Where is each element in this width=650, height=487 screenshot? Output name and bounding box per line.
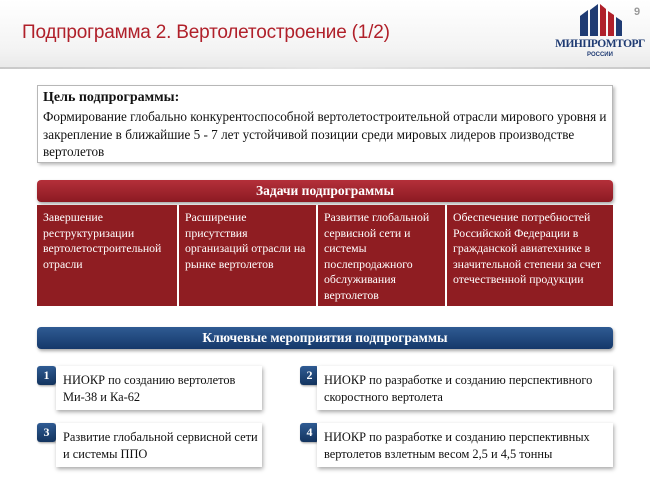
- tasks-header-bar: Задачи подпрограммы: [37, 180, 613, 202]
- activity-number-badge: 1: [37, 366, 56, 385]
- activity-text: Развитие глобальной сервисной сети и системы ППО: [63, 430, 258, 461]
- activity-card: [317, 423, 613, 467]
- activities-header-bar: Ключевые мероприятия подпрограммы: [37, 327, 613, 349]
- activity-text: НИОКР по разработке и созданию перспективных вертолетов взлетным весом 2,5 и 4,5 тонны: [324, 430, 590, 461]
- logo-text: МИНПРОМТОРГ: [555, 38, 645, 50]
- task-item: Развитие глобальной сервисной сети и системы послепродажного обслуживания вертолетов: [318, 205, 445, 306]
- task-item: Обеспечение потребностей Российской Федерации в гражданской авиатехнике в значительной степени за счет отечественной продукции: [447, 205, 613, 306]
- task-item: Расширение присутствия организаций отрасли на рынке вертолетов: [179, 205, 316, 306]
- slide-title: Подпрограмма 2. Вертолетостроение (1/2): [22, 22, 390, 43]
- logo-subtext: РОССИИ: [587, 52, 613, 58]
- activity-text: НИОКР по созданию вертолетов Ми-38 и Ка-62: [63, 373, 236, 404]
- header-divider: [0, 67, 650, 69]
- task-item: Завершение реструктуризации вертолетостроительной отрасли: [37, 205, 177, 306]
- activity-number-badge: 2: [300, 366, 319, 385]
- goal-title: Цель подпрограммы:: [43, 90, 180, 105]
- activity-text: НИОКР по разработке и созданию перспективного скоростного вертолета: [324, 373, 593, 404]
- activity-card: [56, 423, 262, 467]
- goal-text: Формирование глобально конкурентоспособной вертолетостроительной отрасли мирового уровня и закрепление в ближайшие 5 - 7 лет устойчивой позиции среди мировых лидеров производстве вертолетов: [43, 109, 607, 159]
- ministry-logo-icon: [576, 2, 628, 38]
- activity-card: [56, 366, 262, 410]
- activity-number-badge: 3: [37, 423, 56, 442]
- goal-box: [37, 85, 613, 163]
- page-number: 9: [634, 6, 641, 18]
- activity-number-badge: 4: [300, 423, 319, 442]
- activity-card: [317, 366, 613, 410]
